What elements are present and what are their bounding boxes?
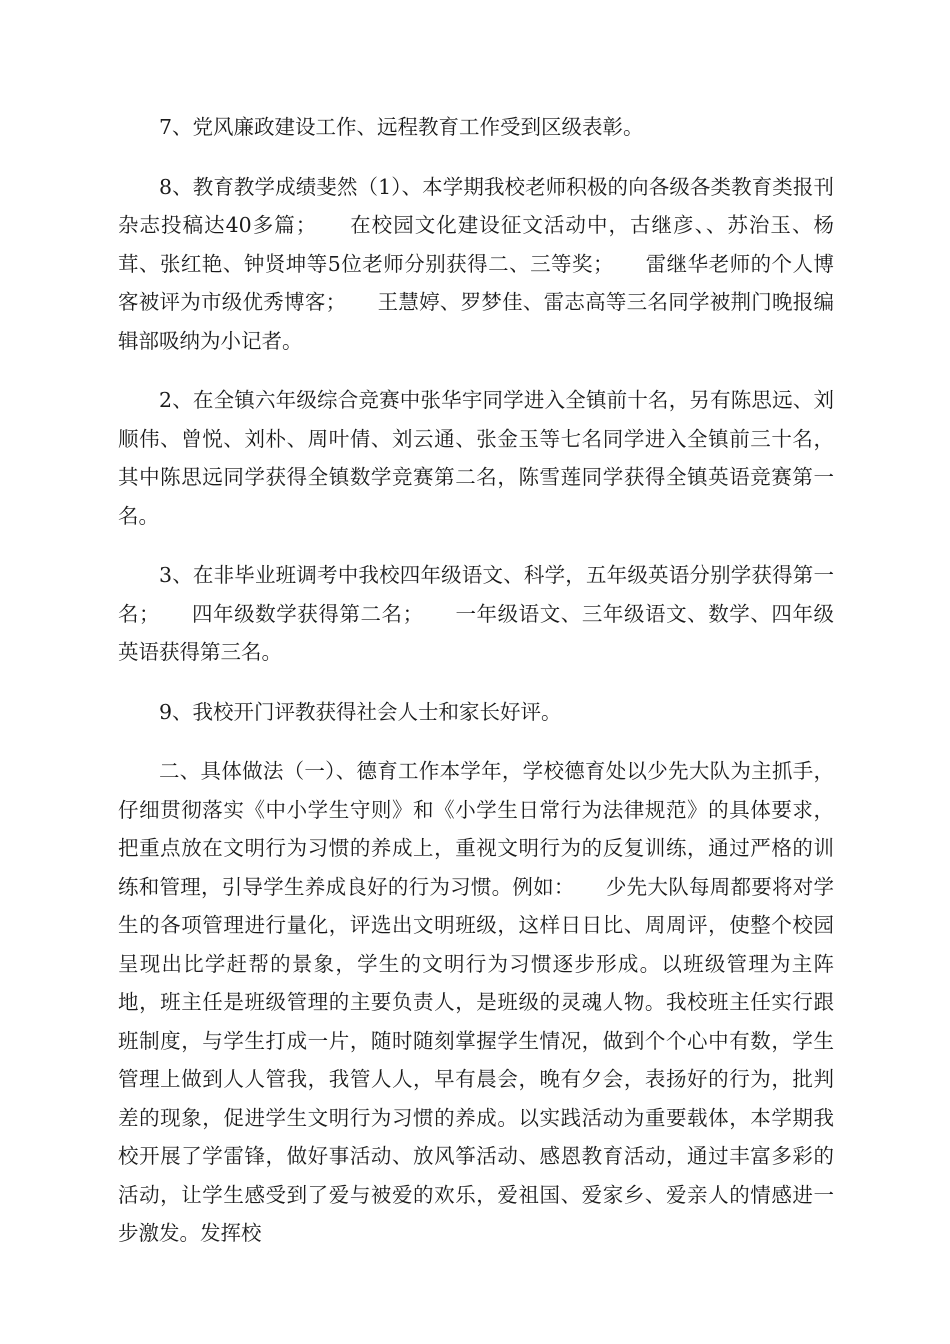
paragraph-item-7: 7、党风廉政建设工作、远程教育工作受到区级表彰。 — [159, 115, 644, 139]
paragraph-item-9: 9、我校开门评教获得社会人士和家长好评。 — [159, 699, 562, 724]
paragraph-item-8: 8、教育教学成绩斐然（1）、本学期我校老师积极的向各级各类教育类报刊杂志投稿达40多篇； 在校园文化建设征文活动中，古继彦、、苏治玉、杨茸、张红艳、钟贤坤等5位老师分别获得二、三等奖； 雷继华老师的个人博客被评为市级优秀博客； 王慧婷、罗梦佳、雷志高等三名同学被荆门晚报编辑部吸纳为小记者。 — [118, 174, 834, 353]
paragraph-section-two: 二、具体做法（一）、德育工作本学年，学校德育处以少先大队为主抓手，仔细贯彻落实《中小学生守则》和《小学生日常行为法律规范》的具体要求，把重点放在文明行为习惯的养成上，重视文明行为的反复训练，通过严格的训练和管理，引导学生养成良好的行为习惯。例如： 少先大队每周都要将对学生的各项管理进行量化，评选出文明班级，这样日日比、周周评，使整个校园呈现出比学赶帮的景象，学生的文明行为习惯逐步形成。以班级管理为主阵地，班主任是班级管理的主要负责人，是班级的灵魂人物。我校班主任实行跟班制度，与学生打成一片，随时随刻掌握学生情况，做到个个心中有数，学生管理上做到人人管我，我管人人，早有晨会，晚有夕会，表扬好的行为，批判差的现象，促进学生文明行为习惯的养成。以实践活动为重要载体，本学期我校开展了学雷锋，做好事活动、放风筝活动、感恩教育活动，通过丰富多彩的活动，让学生感受到了爱与被爱的欢乐，爱祖国、爱家乡、爱亲人的情感进一步激发。发挥校 — [118, 759, 834, 1245]
paragraph-item-2: 2、在全镇六年级综合竞赛中张华宇同学进入全镇前十名，另有陈思远、刘顺伟、曾悦、刘朴、周叶倩、刘云通、张金玉等七名同学进入全镇前三十名，其中陈思远同学获得全镇数学竞赛第二名，陈雪莲同学获得全镇英语竞赛第一名。 — [118, 388, 834, 528]
paragraph-item-3: 3、在非毕业班调考中我校四年级语文、科学，五年级英语分别学获得第一名； 四年级数学获得第二名； 一年级语文、三年级语文、数学、四年级英语获得第三名。 — [118, 563, 834, 664]
document-body — [118, 108, 834, 1274]
